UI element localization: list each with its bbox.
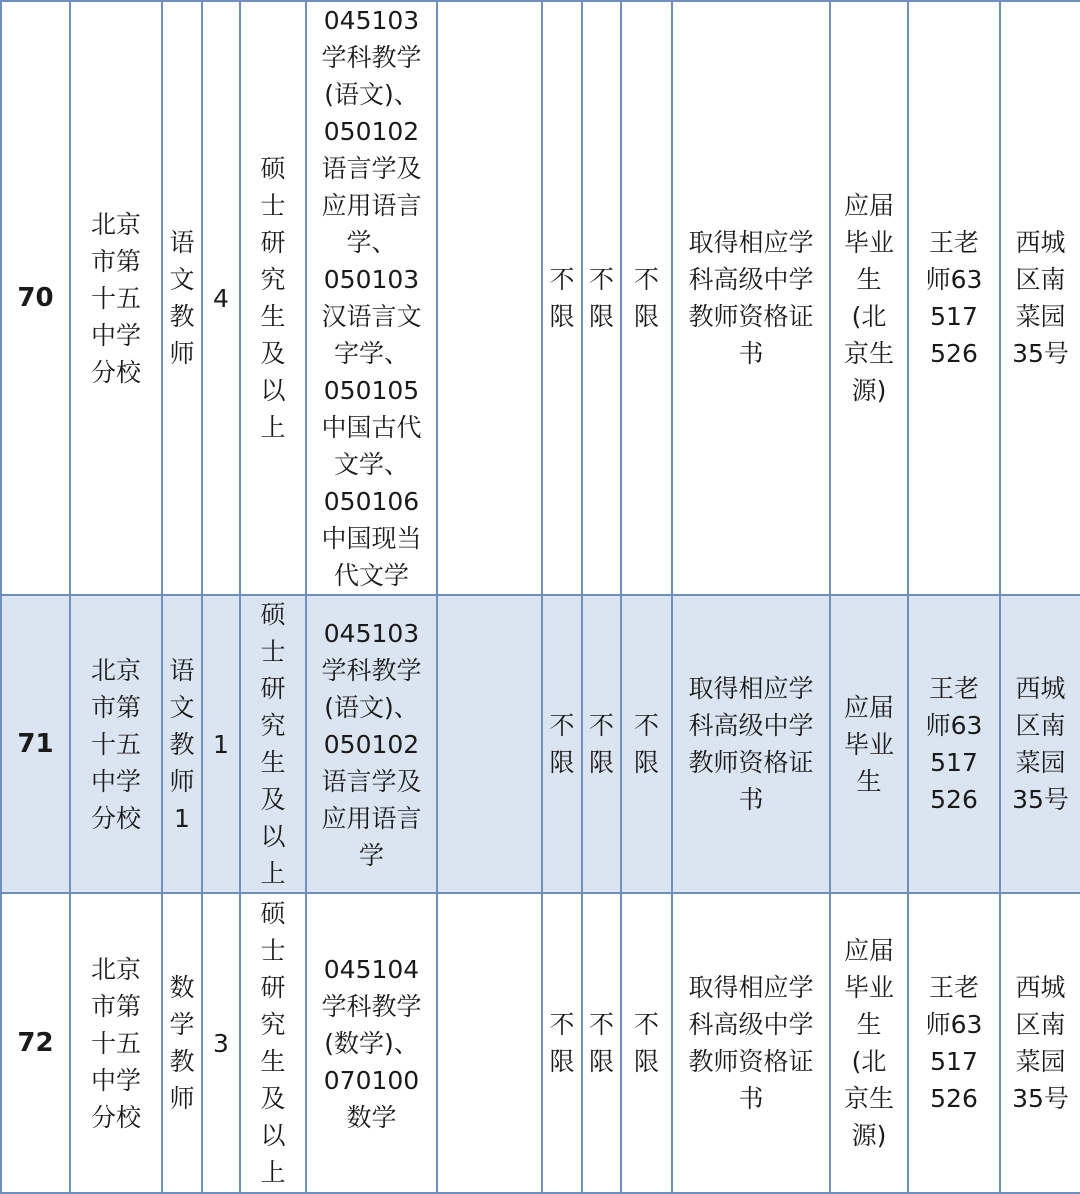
major-line: 中国古代	[321, 413, 422, 442]
major-line: 050105	[323, 376, 420, 405]
cell-limit	[582, 595, 621, 893]
cell-certificate	[672, 595, 830, 893]
cell-contact-text: 王老师63517526	[925, 973, 983, 1113]
table-row	[1, 893, 1080, 1193]
cell-empty	[437, 595, 542, 893]
cell-position	[162, 893, 202, 1193]
cell-degree-text: 硕士研究生及以上	[260, 154, 286, 442]
cell-limit	[582, 893, 621, 1193]
major-line: 数学	[346, 1102, 397, 1132]
cell-certificate	[672, 893, 830, 1193]
cell-address	[1000, 893, 1080, 1193]
cell-candidate-source	[830, 595, 908, 893]
cell-limit-text: 不限	[588, 265, 614, 331]
cell-limit-text: 不限	[588, 711, 614, 777]
cell-headcount: 4	[202, 1, 240, 595]
major-line: 学、	[346, 228, 397, 257]
major-line: 050103	[323, 265, 420, 294]
cell-limit	[542, 1, 582, 595]
cell-position-text: 数学教师	[169, 973, 195, 1113]
cell-candidate-source	[830, 893, 908, 1193]
major-line: 学	[358, 840, 384, 870]
cell-candidate-source-text: 应届毕业生	[843, 692, 894, 796]
cell-degree-text: 硕士研究生及以上	[260, 899, 286, 1187]
major-line: 045103	[323, 6, 420, 35]
major-line: 050102	[323, 117, 420, 146]
cell-number: 70	[1, 1, 70, 595]
cell-contact-text: 王老师63517526	[925, 674, 983, 814]
major-line: 学科教学	[321, 991, 422, 1021]
cell-empty	[437, 1, 542, 595]
cell-address	[1000, 1, 1080, 595]
cell-limit-text: 不限	[588, 1010, 614, 1076]
cell-certificate-text: 取得相应学科高级中学教师资格证书	[688, 973, 814, 1113]
cell-school-text: 北京市第十五中学分校	[90, 655, 141, 833]
cell-school	[70, 1, 162, 595]
cell-limit	[542, 595, 582, 893]
cell-degree-text: 硕士研究生及以上	[260, 600, 286, 888]
cell-candidate-source-text: 应届毕业生(北京生源)	[843, 191, 894, 405]
cell-degree	[240, 595, 306, 893]
major-line: (语文)、	[324, 692, 419, 722]
major-line: 语言学及	[321, 154, 422, 183]
cell-majors	[306, 893, 437, 1193]
table-row	[1, 1, 1080, 595]
cell-school	[70, 893, 162, 1193]
major-line: 070100	[323, 1065, 420, 1095]
major-line: 050102	[323, 729, 420, 759]
major-line: 语言学及	[321, 766, 422, 796]
cell-limit-text: 不限	[633, 1010, 659, 1076]
cell-contact	[908, 1, 1000, 595]
cell-address	[1000, 595, 1080, 893]
major-line: 045104	[323, 954, 420, 984]
cell-majors	[306, 1, 437, 595]
cell-position-text: 语文教师1	[169, 655, 195, 833]
cell-position-text: 语文教师	[169, 228, 195, 368]
cell-limit	[621, 1, 672, 595]
major-line: 中国现当	[321, 524, 422, 553]
cell-school	[70, 595, 162, 893]
cell-limit-text: 不限	[549, 1010, 575, 1076]
cell-contact	[908, 893, 1000, 1193]
major-line: 应用语言	[321, 803, 422, 833]
major-line: 代文学	[333, 561, 409, 590]
major-line: 文学、	[333, 450, 409, 479]
cell-limit	[621, 893, 672, 1193]
cell-headcount: 3	[202, 893, 240, 1193]
major-line: 汉语言文	[321, 302, 422, 331]
cell-address-text: 西城区南菜园35号	[1012, 674, 1069, 814]
cell-limit-text: 不限	[633, 711, 659, 777]
major-line: 045103	[323, 618, 420, 648]
cell-headcount: 1	[202, 595, 240, 893]
cell-degree	[240, 1, 306, 595]
cell-contact	[908, 595, 1000, 893]
major-line: (语文)、	[324, 80, 419, 109]
table-row	[1, 595, 1080, 893]
cell-limit	[542, 893, 582, 1193]
cell-school-text: 北京市第十五中学分校	[90, 954, 141, 1132]
major-line: 应用语言	[321, 191, 422, 220]
cell-limit-text: 不限	[633, 265, 659, 331]
cell-address-text: 西城区南菜园35号	[1012, 973, 1069, 1113]
cell-certificate-text: 取得相应学科高级中学教师资格证书	[688, 228, 814, 368]
cell-position	[162, 1, 202, 595]
major-line: 字学、	[333, 339, 409, 368]
cell-certificate	[672, 1, 830, 595]
cell-limit	[582, 1, 621, 595]
cell-limit	[621, 595, 672, 893]
major-line: (数学)、	[324, 1028, 419, 1058]
cell-limit-text: 不限	[549, 265, 575, 331]
cell-candidate-source	[830, 1, 908, 595]
cell-number: 71	[1, 595, 70, 893]
cell-empty	[437, 893, 542, 1193]
cell-candidate-source-text: 应届毕业生(北京生源)	[843, 936, 894, 1150]
cell-limit-text: 不限	[549, 711, 575, 777]
cell-address-text: 西城区南菜园35号	[1012, 228, 1069, 368]
cell-contact-text: 王老师63517526	[925, 228, 983, 368]
major-line: 050106	[323, 487, 420, 516]
major-line: 学科教学	[321, 655, 422, 685]
cell-majors	[306, 595, 437, 893]
cell-number: 72	[1, 893, 70, 1193]
cell-position	[162, 595, 202, 893]
cell-degree	[240, 893, 306, 1193]
major-line: 学科教学	[321, 43, 422, 72]
cell-school-text: 北京市第十五中学分校	[90, 209, 141, 387]
cell-certificate-text: 取得相应学科高级中学教师资格证书	[688, 674, 814, 814]
